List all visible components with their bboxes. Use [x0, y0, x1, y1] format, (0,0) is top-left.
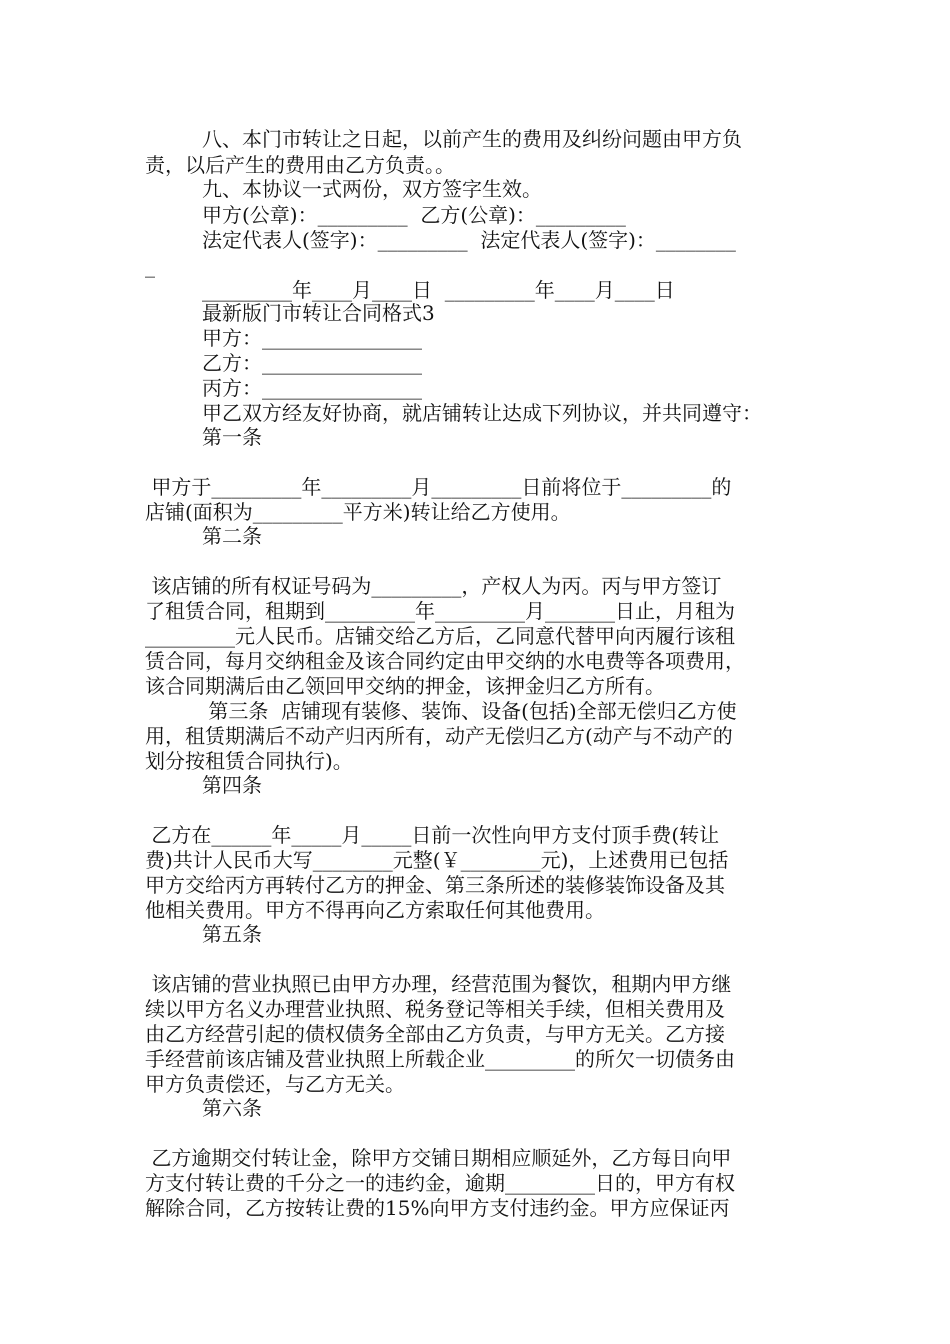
article-2-line-2: 了租赁合同，租期到_________年_________月_______日止，月租为 [145, 599, 735, 623]
article-5-heading: 第五条 [202, 922, 262, 946]
party-c-line: 丙方：________________ [202, 376, 422, 400]
article-2-line-5: 该合同期满后由乙领回甲交纳的押金，该押金归乙方所有。 [145, 674, 665, 698]
clause-8-line-1: 八、本门市转让之日起，以前产生的费用及纠纷问题由甲方负 [202, 127, 742, 151]
underscore-continuation: _ [145, 254, 155, 278]
article-2-line-4: 赁合同，每月交纳租金及该合同约定由甲交纳的水电费等各项费用， [145, 649, 745, 673]
article-6-line-2: 方支付转让费的千分之一的违约金，逾期_________日的，甲方有权 [145, 1171, 735, 1195]
article-4-heading: 第四条 [202, 773, 262, 797]
article-3-line-2: 用，租赁期满后不动产归丙所有，动产无偿归乙方(动产与不动产的 [145, 724, 733, 748]
article-2-line-3: _________元人民币。店铺交给乙方后，乙同意代替甲向丙履行该租 [145, 624, 735, 648]
article-1-heading: 第一条 [202, 425, 262, 449]
article-3-line-1: 第三条 店铺现有装修、装饰、设备(包括)全部无偿归乙方使 [202, 699, 737, 723]
legal-representative-line: 法定代表人(签字)：_________ 法定代表人(签字)：________ [202, 228, 736, 252]
clause-9-line: 九、本协议一式两份，双方签字生效。 [202, 177, 542, 201]
article-6-heading: 第六条 [202, 1096, 262, 1120]
article-5-line-1: 该店铺的营业执照已由甲方办理，经营范围为餐饮，租期内甲方继 [145, 972, 732, 996]
contract-title: 最新版门市转让合同格式3 [202, 301, 435, 325]
article-4-line-1: 乙方在______年_____月_____日前一次性向甲方支付顶手费(转让 [145, 823, 720, 847]
article-2-heading: 第二条 [202, 524, 262, 548]
article-1-line-2: 店铺(面积为_________平方米)转让给乙方使用。 [145, 500, 571, 524]
seal-line: 甲方(公章)：_________ 乙方(公章)：_________ [202, 203, 626, 227]
article-3-line-3: 划分按租赁合同执行)。 [145, 749, 353, 773]
article-4-line-3: 甲方交给丙方再转付乙方的押金、第三条所述的装修装饰设备及其 [145, 873, 725, 897]
article-5-line-2: 续以甲方名义办理营业执照、税务登记等相关手续，但相关费用及 [145, 997, 725, 1021]
article-4-line-4: 他相关费用。甲方不得再向乙方索取任何其他费用。 [145, 898, 605, 922]
article-5-line-5: 甲方负责偿还，与乙方无关。 [145, 1072, 405, 1096]
preamble-line: 甲乙双方经友好协商，就店铺转让达成下列协议，并共同遵守： [202, 401, 762, 425]
date-line: _________年____月____日 _________年____月____日 [202, 278, 675, 302]
article-1-line-1: 甲方于_________年_________月_________日前将位于_________的 [145, 475, 732, 499]
article-5-line-3: 由乙方经营引起的债权债务全部由乙方负责，与甲方无关。乙方接 [145, 1022, 725, 1046]
article-4-line-2: 费)共计人民币大写________元整(￥________元)，上述费用已包括 [145, 848, 729, 872]
article-6-line-3: 解除合同，乙方按转让费的15%向甲方支付违约金。甲方应保证丙 [145, 1196, 730, 1220]
party-b-line: 乙方：________________ [202, 351, 422, 375]
article-2-line-1: 该店铺的所有权证号码为_________，产权人为丙。丙与甲方签订 [145, 574, 722, 598]
article-6-line-1: 乙方逾期交付转让金，除甲方交铺日期相应顺延外，乙方每日向甲 [145, 1146, 732, 1170]
party-a-line: 甲方：________________ [202, 326, 422, 350]
article-5-line-4: 手经营前该店铺及营业执照上所载企业_________的所欠一切债务由 [145, 1047, 735, 1071]
clause-8-line-2: 责，以后产生的费用由乙方负责。。 [145, 153, 455, 177]
